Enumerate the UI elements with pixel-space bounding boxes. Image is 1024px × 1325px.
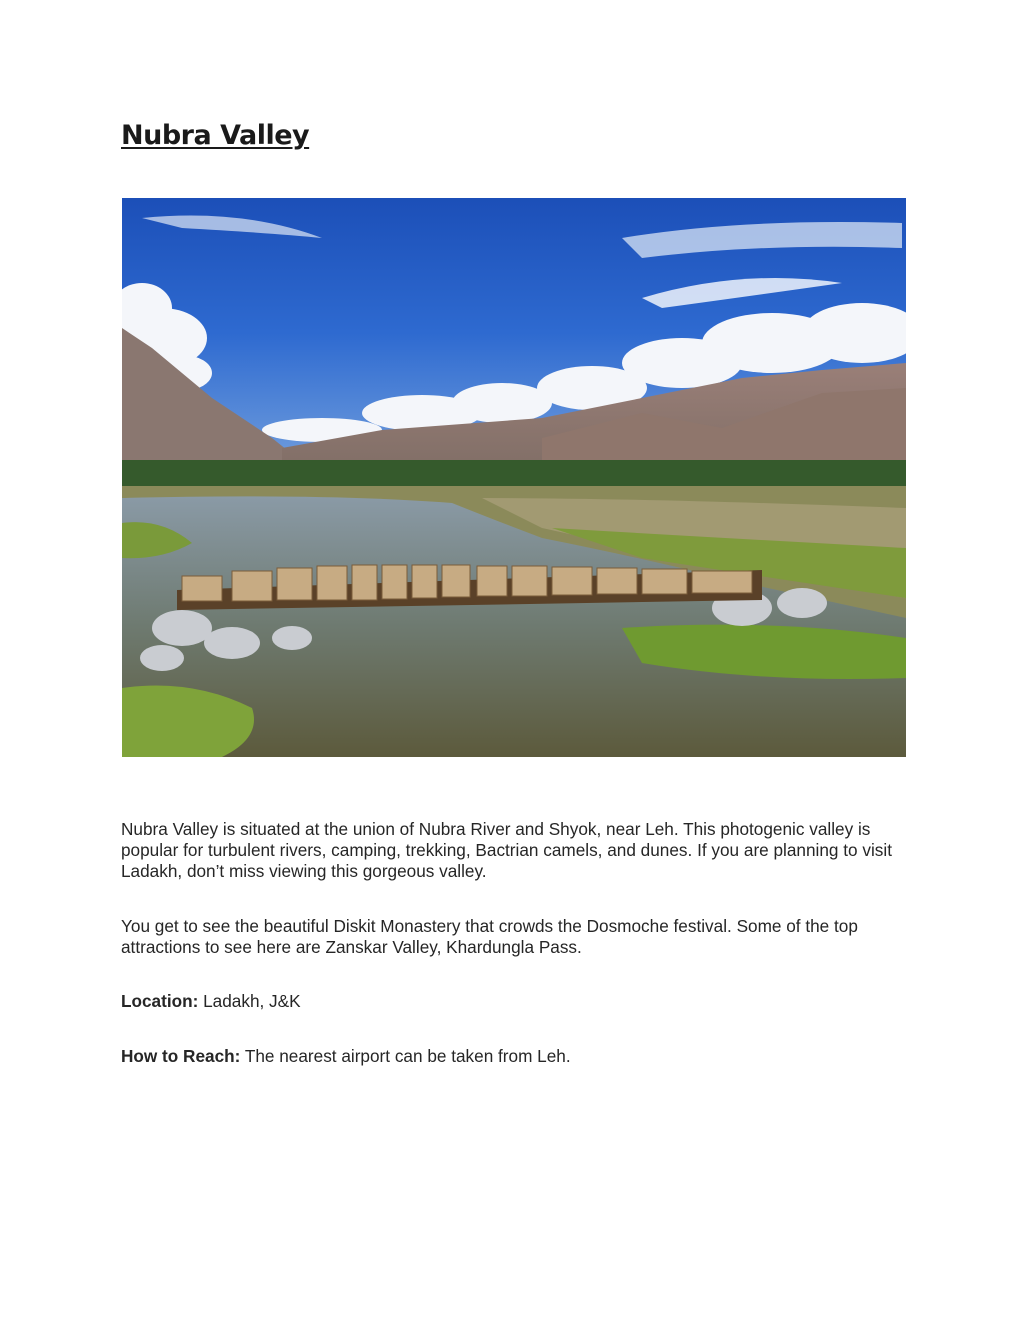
how-to-reach-label: How to Reach: (121, 1046, 241, 1066)
how-to-reach-line (121, 1046, 901, 1067)
page-title: Nubra Valley (121, 120, 310, 151)
valley-photo (122, 198, 906, 757)
location-line (121, 991, 901, 1012)
location-label: Location: (121, 991, 199, 1011)
intro-paragraph: Nubra Valley is situated at the union of Nubra River and Shyok, near Leh. This photogenic valley is popular for turbulent rivers, camping, trekking, Bactrian camels, and dunes. If you are planning to visit Ladakh, don’t miss viewing this gorgeous valley. (121, 819, 892, 881)
how-to-reach-value: The nearest airport can be taken from Leh. (240, 1046, 571, 1066)
attractions-paragraph: You get to see the beautiful Diskit Monastery that crowds the Dosmoche festival. Some of the top attractions to see here are Zanskar Valley, Khardungla Pass. (121, 916, 858, 957)
location-value: Ladakh, J&K (198, 991, 301, 1011)
